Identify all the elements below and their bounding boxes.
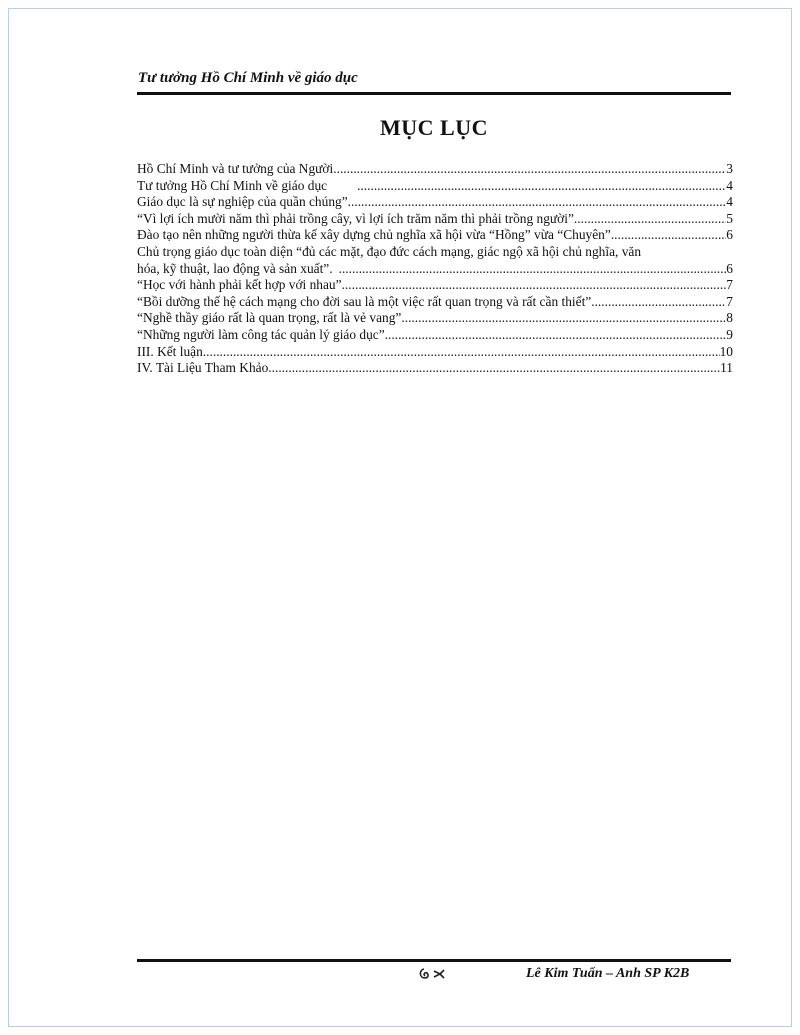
toc-entry-page: 8 — [726, 310, 733, 326]
toc-entry[interactable] — [137, 194, 733, 211]
toc-entry-label: “Bồi dưỡng thế hệ cách mạng cho đời sau là một việc rất quan trọng và rất cần thiết” — [137, 293, 592, 309]
dot-leader — [357, 178, 726, 195]
dot-leader — [333, 161, 726, 178]
toc-entry[interactable] — [137, 310, 733, 327]
toc-entry-page: 4 — [726, 177, 733, 193]
toc-entry-page: 6 — [726, 260, 733, 276]
toc-entry-page: 6 — [726, 227, 733, 243]
header-rule — [137, 92, 731, 95]
toc-entry[interactable] — [137, 261, 733, 278]
toc-entry-label: Hồ Chí Minh và tư tưởng của Người — [137, 161, 334, 176]
toc-entry-label: Đào tạo nên những người thừa kế xây dựng chủ nghĩa xã hội vừa “Hồng” vừa “Chuyên” — [137, 227, 611, 243]
dot-leader — [401, 310, 726, 327]
toc-entry-label: III. Kết luận — [137, 343, 203, 359]
toc-entry-first-line[interactable] — [137, 244, 733, 261]
toc-entry[interactable] — [137, 327, 733, 344]
dot-leader — [339, 261, 727, 278]
running-header-title: Tư tưởng Hồ Chí Minh về giáo dục — [138, 70, 358, 86]
toc-entry-label: Chủ trọng giáo dục toàn diện “đủ các mặt, đạo đức cách mạng, giác ngộ xã hội chủ nghĩa, văn — [137, 243, 642, 259]
toc-entry[interactable] — [137, 344, 733, 361]
ornament-icon — [418, 966, 448, 982]
toc-entry[interactable] — [137, 211, 733, 228]
toc-entry-label: Tư tưởng Hồ Chí Minh về giáo dục — [137, 177, 328, 193]
toc-entry-page: 3 — [726, 161, 733, 176]
toc-entry-label: “Học với hành phải kết hợp với nhau” — [137, 277, 342, 293]
toc-entry-page: 10 — [719, 343, 733, 359]
toc-entry[interactable] — [137, 294, 733, 311]
toc-entry-label: hóa, kỹ thuật, lao động và sản xuất”. — [137, 260, 333, 276]
dot-leader — [342, 277, 727, 294]
toc-entry[interactable] — [137, 277, 733, 294]
dot-leader — [574, 211, 726, 228]
toc-entry-page: 11 — [720, 360, 733, 376]
footer-author: Lê Kim Tuấn – Anh SP K2B — [526, 966, 690, 981]
toc-entry-page: 4 — [726, 194, 733, 210]
toc-entry[interactable] — [137, 360, 733, 377]
dot-leader — [591, 294, 726, 311]
dot-leader — [203, 344, 720, 361]
footer-rule — [137, 959, 731, 962]
toc-entry[interactable] — [137, 178, 733, 195]
toc-entry-label: “Những người làm công tác quản lý giáo dục” — [137, 326, 385, 342]
toc-entry-label: “Nghề thầy giáo rất là quan trọng, rất là vẻ vang” — [137, 310, 402, 326]
dot-leader — [385, 327, 727, 344]
dot-leader — [268, 360, 720, 377]
toc-entry-page: 7 — [726, 277, 733, 293]
dot-leader — [348, 194, 727, 211]
toc-entry-label: Giáo dục là sự nghiệp của quần chúng” — [137, 194, 348, 210]
toc-entry[interactable] — [137, 161, 733, 178]
dot-leader — [611, 227, 726, 244]
table-of-contents — [137, 161, 733, 377]
toc-entry-label: “Vì lợi ích mười năm thì phải trồng cây, vì lợi ích trăm năm thì phải trồng người” — [137, 210, 574, 226]
toc-entry-page: 5 — [726, 210, 733, 226]
toc-entry[interactable] — [137, 227, 733, 244]
toc-entry-page: 9 — [726, 326, 733, 342]
toc-entry-label: IV. Tài Liệu Tham Khảo — [137, 360, 269, 376]
toc-heading: MỤC LỤC — [380, 115, 488, 140]
toc-entry-page: 7 — [726, 293, 733, 309]
